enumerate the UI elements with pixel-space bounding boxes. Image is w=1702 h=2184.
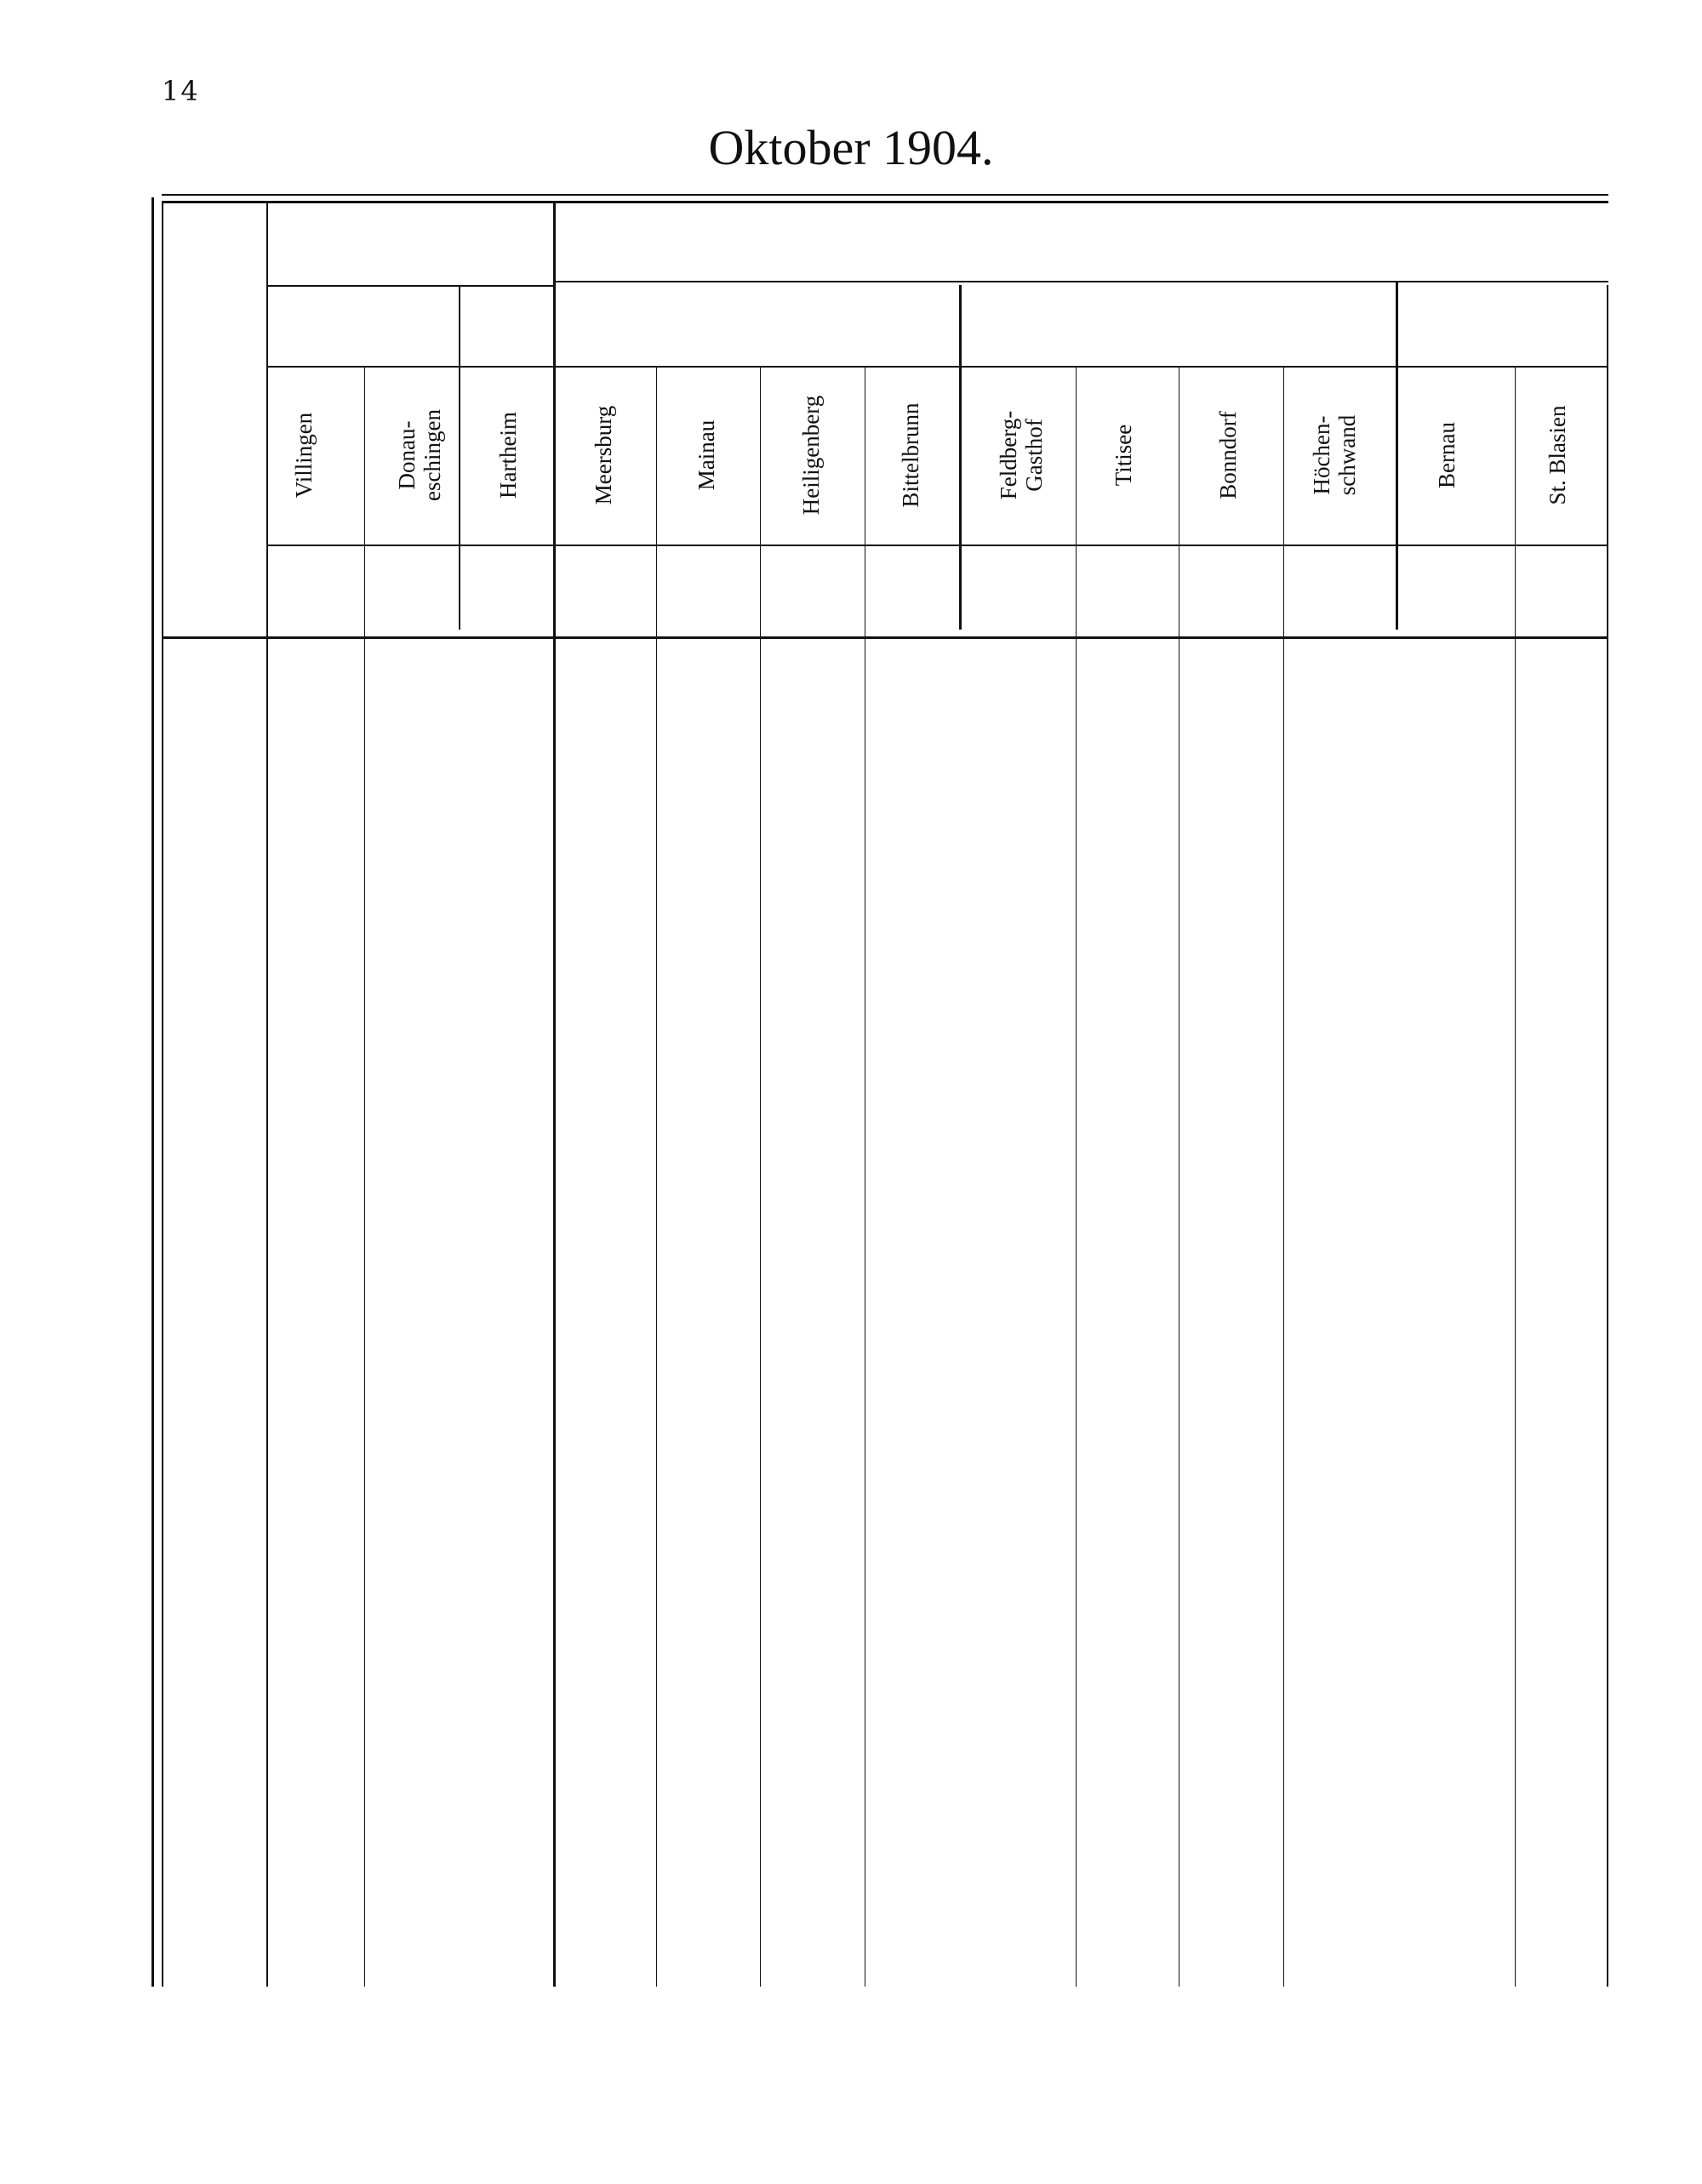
subgroup-divider [959,285,962,630]
station-name: Feldberg-Gasthof [996,410,1047,500]
station-name: Mainau [694,419,719,491]
station-name: Bernau [1434,422,1459,488]
top-rule [162,194,1608,196]
right-rule [1607,285,1608,1987]
region-rule-right [553,281,1608,282]
station-name: Titisee [1111,424,1136,487]
station-divider [1283,366,1284,1987]
page-number: 14 [162,75,200,107]
region-rule-left [266,285,553,287]
station-name: Heiligenberg [798,395,824,516]
region-divider-rule [553,202,556,1987]
station-divider [1076,366,1077,1987]
station-name: St. Blasien [1545,405,1570,505]
station-divider [656,366,657,1987]
station-name: Meersburg [591,405,616,505]
page-title: Oktober 1904. [708,120,994,175]
station-divider [1515,366,1516,1987]
station-rule [266,545,1607,546]
station-name: Bonndorf [1215,411,1241,499]
station-divider [760,366,761,1987]
left-rule-outer [151,197,154,1987]
station-name: Donau-eschingen [394,409,445,501]
left-rule-inner [162,202,163,1987]
station-divider [364,366,365,1987]
tag-column-rule [266,202,268,1987]
subgroup-divider [1396,281,1398,630]
top-rule-thick [162,201,1608,203]
subgroup-rule [266,366,1607,368]
station-name: Villingen [291,412,317,499]
station-name: Bittelbrunn [898,402,923,508]
station-name: Hartheim [495,412,521,499]
subgroup-divider [459,285,460,630]
station-name: Höchen-schwand [1309,414,1360,496]
elevation-rule [162,636,1608,639]
